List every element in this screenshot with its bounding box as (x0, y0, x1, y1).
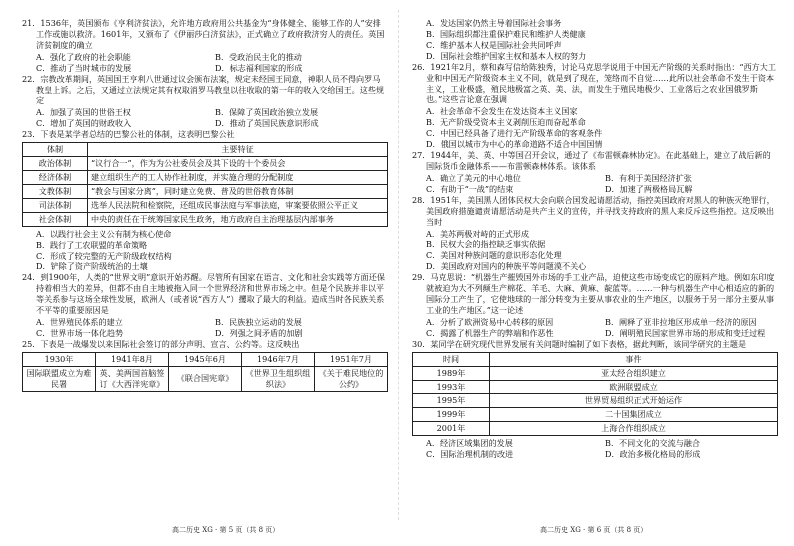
table-header: 事件 (490, 352, 778, 366)
option-d: D．标志福利国家的形成 (215, 62, 303, 73)
option-d: D．阐明殖民国家世界市场的形成和变迁过程 (605, 327, 766, 338)
table-30 (412, 352, 778, 437)
question-stem: 27．1944年，美、英、中等国召开会议，通过了《布雷顿森林协定》。在此基础上，建立了战后新的国际货币金融体系——布雷顿森林体系。该体系 (412, 150, 771, 171)
option-b: B．践行了工农联盟的革命策略 (36, 239, 148, 250)
table-cell: 1989年 (413, 366, 490, 380)
question-29 (412, 272, 778, 339)
option-b: B．不同文化的交流与融合 (605, 438, 700, 449)
table-header: 1951年7月 (315, 352, 388, 366)
option-a: A．强化了政府的社会职能 (36, 51, 131, 62)
question-24 (22, 272, 388, 339)
option-b: B．阐释了亚非拉地区形成单一经济的原因 (605, 316, 757, 327)
question-25 (22, 339, 388, 392)
option-b: B．民权大会的指控缺乏事实依据 (426, 239, 546, 250)
table-header: 1946年7月 (242, 352, 315, 366)
table-row (413, 394, 778, 408)
table-23 (22, 142, 388, 227)
option-b: B．保障了英国政治独立发展 (215, 107, 319, 118)
table-header: 体制 (23, 143, 88, 157)
question-21 (22, 18, 388, 74)
option-d: D．美国政府对国内的种族平等问题漠不关心 (426, 261, 587, 272)
table-row (23, 366, 388, 391)
question-stem: 25．下表是一战爆发以来国际社会签订的部分声明、宣言、公约等。这反映出 (22, 338, 300, 349)
table-cell: 政治体制 (23, 157, 88, 171)
option-c: C．揭露了机器生产的弊端和作恶性 (426, 327, 554, 338)
option-d: D．政治多极化格局的形成 (605, 449, 701, 460)
table-header: 1930年 (23, 352, 96, 366)
option-a: A．分析了欧洲资易中心转移的原因 (426, 316, 554, 327)
option-c: C．推动了当时城市的发展 (36, 62, 132, 73)
question-28 (412, 195, 778, 272)
option-b: B．民族独立运动的发展 (215, 317, 302, 328)
table-cell: 英、美两国首脑签订《大西洋宪章》 (96, 366, 169, 391)
option-c: C．增加了英国的财政收入 (36, 118, 132, 129)
table-cell: 《世界卫生组织组织法》 (242, 366, 315, 391)
option-d: D．加速了两极格局瓦解 (605, 183, 693, 194)
table-row (413, 422, 778, 436)
table-header: 主要特征 (88, 143, 388, 157)
table-row (23, 157, 388, 171)
question-stem: 21．1536年，英国颁布《亨利济贫法》，允许地方政府用公共基金为“身体健全、能够工作的人”安排工作或施以救济。1601年，又颁布了《伊丽莎白济贫法》，正式确立了政府救济穷人的责任。英国济贫制度的确立 (22, 18, 385, 50)
question-stem: 22．宗教改革期间，英国国王亨利八世通过议会颁布法案，规定未经国王同意，神职人员不得向罗马教皇上诉。之后，又通过立法规定其有权取消罗马教皇以往收取的第一年的收入交给国王。这些规定 (22, 73, 385, 106)
table-cell: “议行合一”，作为为公社委员会及其下设的十个委员会 (88, 157, 388, 171)
option-c: C．有助于“一战”的结束 (426, 183, 514, 194)
option-d: D．列强之间矛盾的加剧 (215, 327, 303, 338)
option-c: C．美国对种族问题的意识形态化处理 (426, 250, 562, 261)
page-footer: 高二历史 XG · 第 5 页（共 8 页） (172, 526, 280, 534)
option-c: C．世界市场一体化趋势 (36, 327, 124, 338)
option-d: D．铲除了资产阶级统治的土壤 (36, 261, 148, 272)
question-stem: 29．马克思说：“机器生产摧毁国外市场的手工业产品，迫使这些市场变成它的原料产地。例如东印度就被迫为大不列颠生产棉花、羊毛、大麻、黄麻、靛蓝等。……一种与机器生产中心相适应的新的国际分工产生了，它使地球的一部分转变为主要从事农业的生产地区，以服务于另一部分主要从事工业的生产地区。”这一论述 (412, 272, 775, 315)
table-row (23, 170, 388, 184)
table-cell: 《关于难民地位的公约》 (315, 366, 388, 391)
table-cell: 上海合作组织成立 (490, 422, 778, 436)
table-cell: 社会体制 (23, 212, 88, 226)
table-header: 时间 (413, 352, 490, 366)
page-footer: 高二历史 XG · 第 6 页（共 8 页） (540, 526, 648, 534)
left-page (22, 18, 388, 394)
table-cell: 世界贸易组织正式开始运作 (490, 394, 778, 408)
table-row (23, 212, 388, 226)
option-a: A．发达国家仍然主导着国际社会事务 (426, 18, 562, 28)
table-cell: 经济体制 (23, 170, 88, 184)
table-row (23, 184, 388, 198)
option-a: A．确立了美元的中心地位 (426, 172, 521, 183)
option-d: D．国际社会维护国家主权和基本人权的努力 (426, 50, 587, 61)
question-stem: 28．1951年，美国黑人团体民权大会向联合国发起请愿活动，指控美国政府对黑人的种族灭绝罪行，美国政府措施谴责请愿活动是共产主义的宣传，并寻找支持政府的黑人来反斥这些指控。这反映出当时 (412, 194, 775, 227)
table-cell: 选举人民法院和检察院，还组成民事法庭与军事法庭，审案要依照公平正义 (88, 198, 388, 212)
option-a: A．以践行社会主义公有制为核心使命 (36, 228, 172, 239)
table-cell: “教会与国家分离”，同时建立免费、普及的世俗教育体制 (88, 184, 388, 198)
table-header: 1941年8月 (96, 352, 169, 366)
table-cell: 《联合国宪章》 (169, 366, 242, 391)
table-cell: 1995年 (413, 394, 490, 408)
question-22 (22, 74, 388, 130)
question-25-options (412, 18, 778, 62)
question-stem: 24．到1900年，人类的“世界文明”意识开始苏醒。尽管所有国家在语言、文化和社会实践等方面还保持着相当大的差异，但都不由自主地被拖入同一个世界经济和世界市场之中。但是个民族并非以平等关系参与这场全球性发展，欧洲人（或者说“西方人”）攫取了最大的利益。造成当时各民族关系不平等的重要原因是 (22, 272, 385, 316)
table-row (413, 380, 778, 394)
option-b: B．无产阶级受资本主义剥削压迫而奋起革命 (426, 117, 586, 128)
option-c: C．维护基本人权是国际社会共同呼声 (426, 39, 562, 50)
option-b: B．有利于美国经济扩张 (605, 172, 692, 183)
option-c: C．形成了较完整的无产阶级政权结构 (36, 250, 172, 261)
table-cell: 1993年 (413, 380, 490, 394)
question-stem: 30．某同学在研究现代世界发展有关问题时编制了如下表格，据此判断，该同学研究的主题是 (412, 338, 747, 349)
question-26 (412, 62, 778, 150)
question-23 (22, 129, 388, 272)
right-page (412, 18, 778, 460)
table-cell: 中央的责任在于统筹国家民生政务，地方政府自主治理基层内部事务 (88, 212, 388, 226)
table-cell: 二十国集团成立 (490, 408, 778, 422)
question-stem: 23．下表是某学者总结的巴黎公社的体制，这表明巴黎公社 (22, 129, 235, 140)
table-cell: 国际联盟成立为难民署 (23, 366, 96, 391)
question-30 (412, 339, 778, 460)
table-header: 1945年6月 (169, 352, 242, 366)
option-a: A．经济区域集团的发展 (426, 438, 513, 449)
option-a: A．世界殖民体系的建立 (36, 317, 123, 328)
table-cell: 亚太经合组织建立 (490, 366, 778, 380)
table-cell: 1999年 (413, 408, 490, 422)
table-cell: 2001年 (413, 422, 490, 436)
option-d: D．俄国以城市为中心的革命道路不适合中国国情 (426, 139, 603, 150)
option-a: A．社会革命不会发生在发达资本主义国家 (426, 106, 578, 117)
table-cell: 欧洲联盟成立 (490, 380, 778, 394)
option-b: B．国际组织都注重保护难民和维护人类健康 (426, 28, 586, 39)
table-row (23, 198, 388, 212)
option-a: A．加强了英国的世俗王权 (36, 107, 131, 118)
table-row (413, 366, 778, 380)
table-cell: 建立组织生产的工人协作社制度，并实施合理的分配制度 (88, 170, 388, 184)
table-cell: 文教体制 (23, 184, 88, 198)
question-stem: 26．1921年2月，蔡和森写信给陈独秀，讨论马克思学说用于中国无产阶级的关系时指出：“西方大工业和中国无产阶级资本主义不同，就是到了现在，笼络而不自觉……此所以社会革命不发生于资本主义，工业极盛，殖民地极富之英、美、法，而发生于殖民地极少、工业落后之农业国俄罗斯也。”这些言论意在强调 (412, 61, 776, 105)
table-25 (22, 352, 388, 392)
option-d: D．推动了英国民族意识形成 (215, 118, 319, 129)
page-divider (398, 10, 399, 520)
option-c: C．中国已经具备了进行无产阶级革命的客观条件 (426, 128, 603, 139)
table-cell: 司法体制 (23, 198, 88, 212)
table-row (413, 408, 778, 422)
option-b: B．受政治民主化的推动 (215, 51, 302, 62)
option-c: C．国际治理机制的改进 (426, 449, 514, 460)
option-a: A．美苏两极对峙的正式形成 (426, 228, 529, 239)
question-27 (412, 150, 778, 195)
